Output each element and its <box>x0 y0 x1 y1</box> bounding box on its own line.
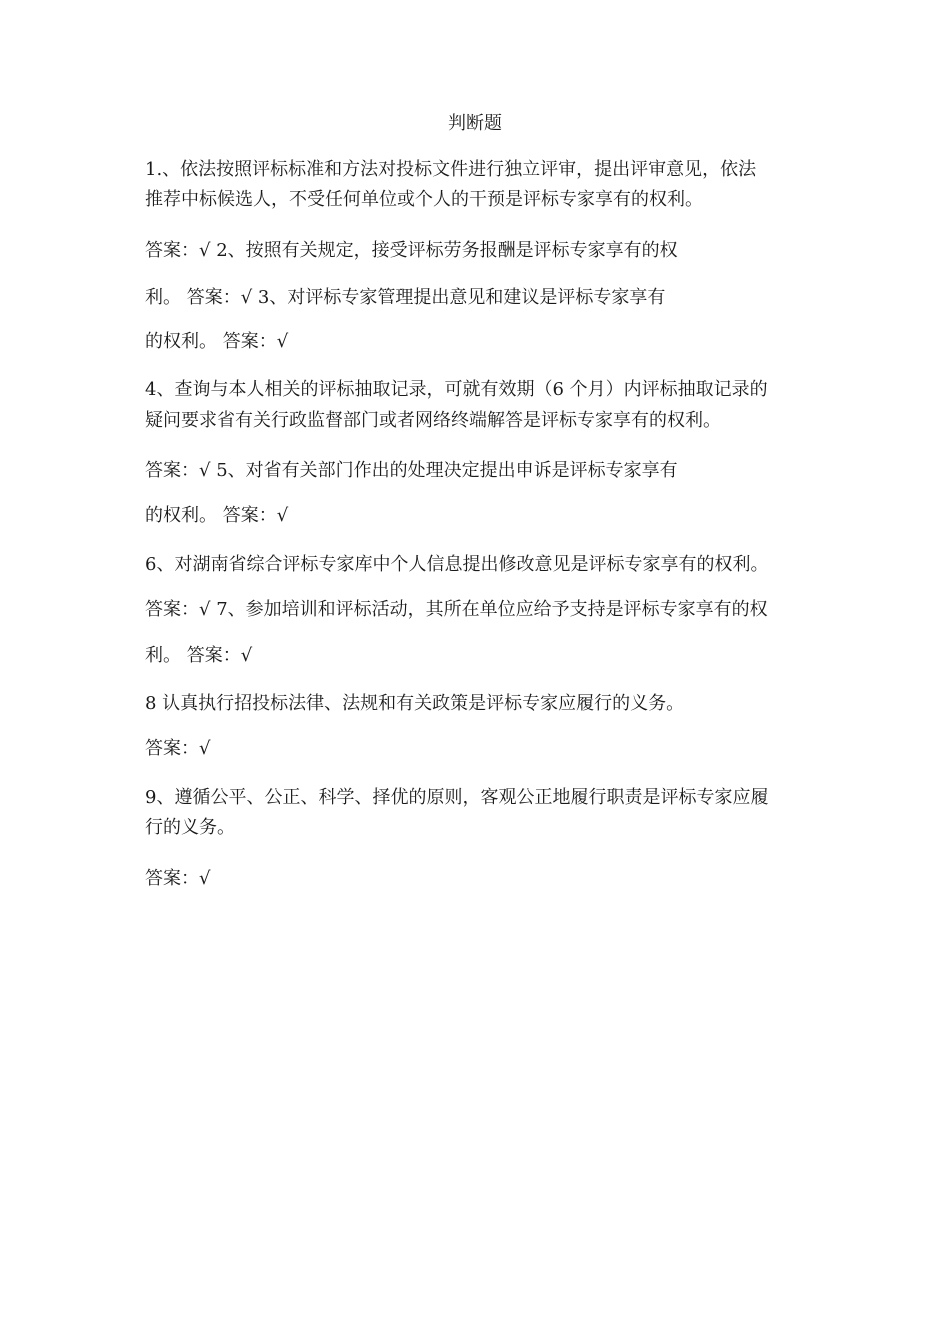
answer-8-line: 答案：√ <box>145 738 211 759</box>
question-8-line: 8 认真执行招投标法律、法规和有关政策是评标专家应履行的义务。 <box>145 693 685 714</box>
answer-9-line: 答案：√ <box>145 868 211 889</box>
question-4-line-1: 4、查询与本人相关的评标抽取记录，可就有效期（6 个月）内评标抽取记录的 <box>145 379 768 400</box>
question-6-line: 6、对湖南省综合评标专家库中个人信息提出修改意见是评标专家享有的权利。 <box>145 554 769 575</box>
question-4-line-2: 疑问要求省有关行政监督部门或者网络终端解答是评标专家享有的权利。 <box>145 410 721 431</box>
answer-4-question-5-line: 答案：√ 5、对省有关部门作出的处理决定提出申诉是评标专家享有 <box>145 460 678 481</box>
answer-6-question-7-line: 答案：√ 7、参加培训和评标活动，其所在单位应给予支持是评标专家享有的权 <box>145 599 768 620</box>
answer-5-line: 的权利。 答案：√ <box>145 505 289 526</box>
question-9-line-2: 行的义务。 <box>145 817 235 838</box>
answer-2-question-3-line: 利。 答案：√ 3、对评标专家管理提出意见和建议是评标专家享有 <box>145 287 666 308</box>
answer-1-question-2-line: 答案：√ 2、按照有关规定，接受评标劳务报酬是评标专家享有的权 <box>145 240 678 261</box>
question-9-line-1: 9、遵循公平、公正、科学、择优的原则，客观公正地履行职责是评标专家应履 <box>145 787 769 808</box>
document-title: 判断题 <box>448 113 502 134</box>
answer-7-line: 利。 答案：√ <box>145 645 253 666</box>
question-1-line-1: 1.、依法按照评标标准和方法对投标文件进行独立评审，提出评审意见，依法 <box>145 159 757 180</box>
question-1-line-2: 推荐中标候选人，不受任何单位或个人的干预是评标专家享有的权利。 <box>145 189 703 210</box>
document-page <box>145 0 815 1344</box>
answer-3-line: 的权利。 答案：√ <box>145 331 289 352</box>
